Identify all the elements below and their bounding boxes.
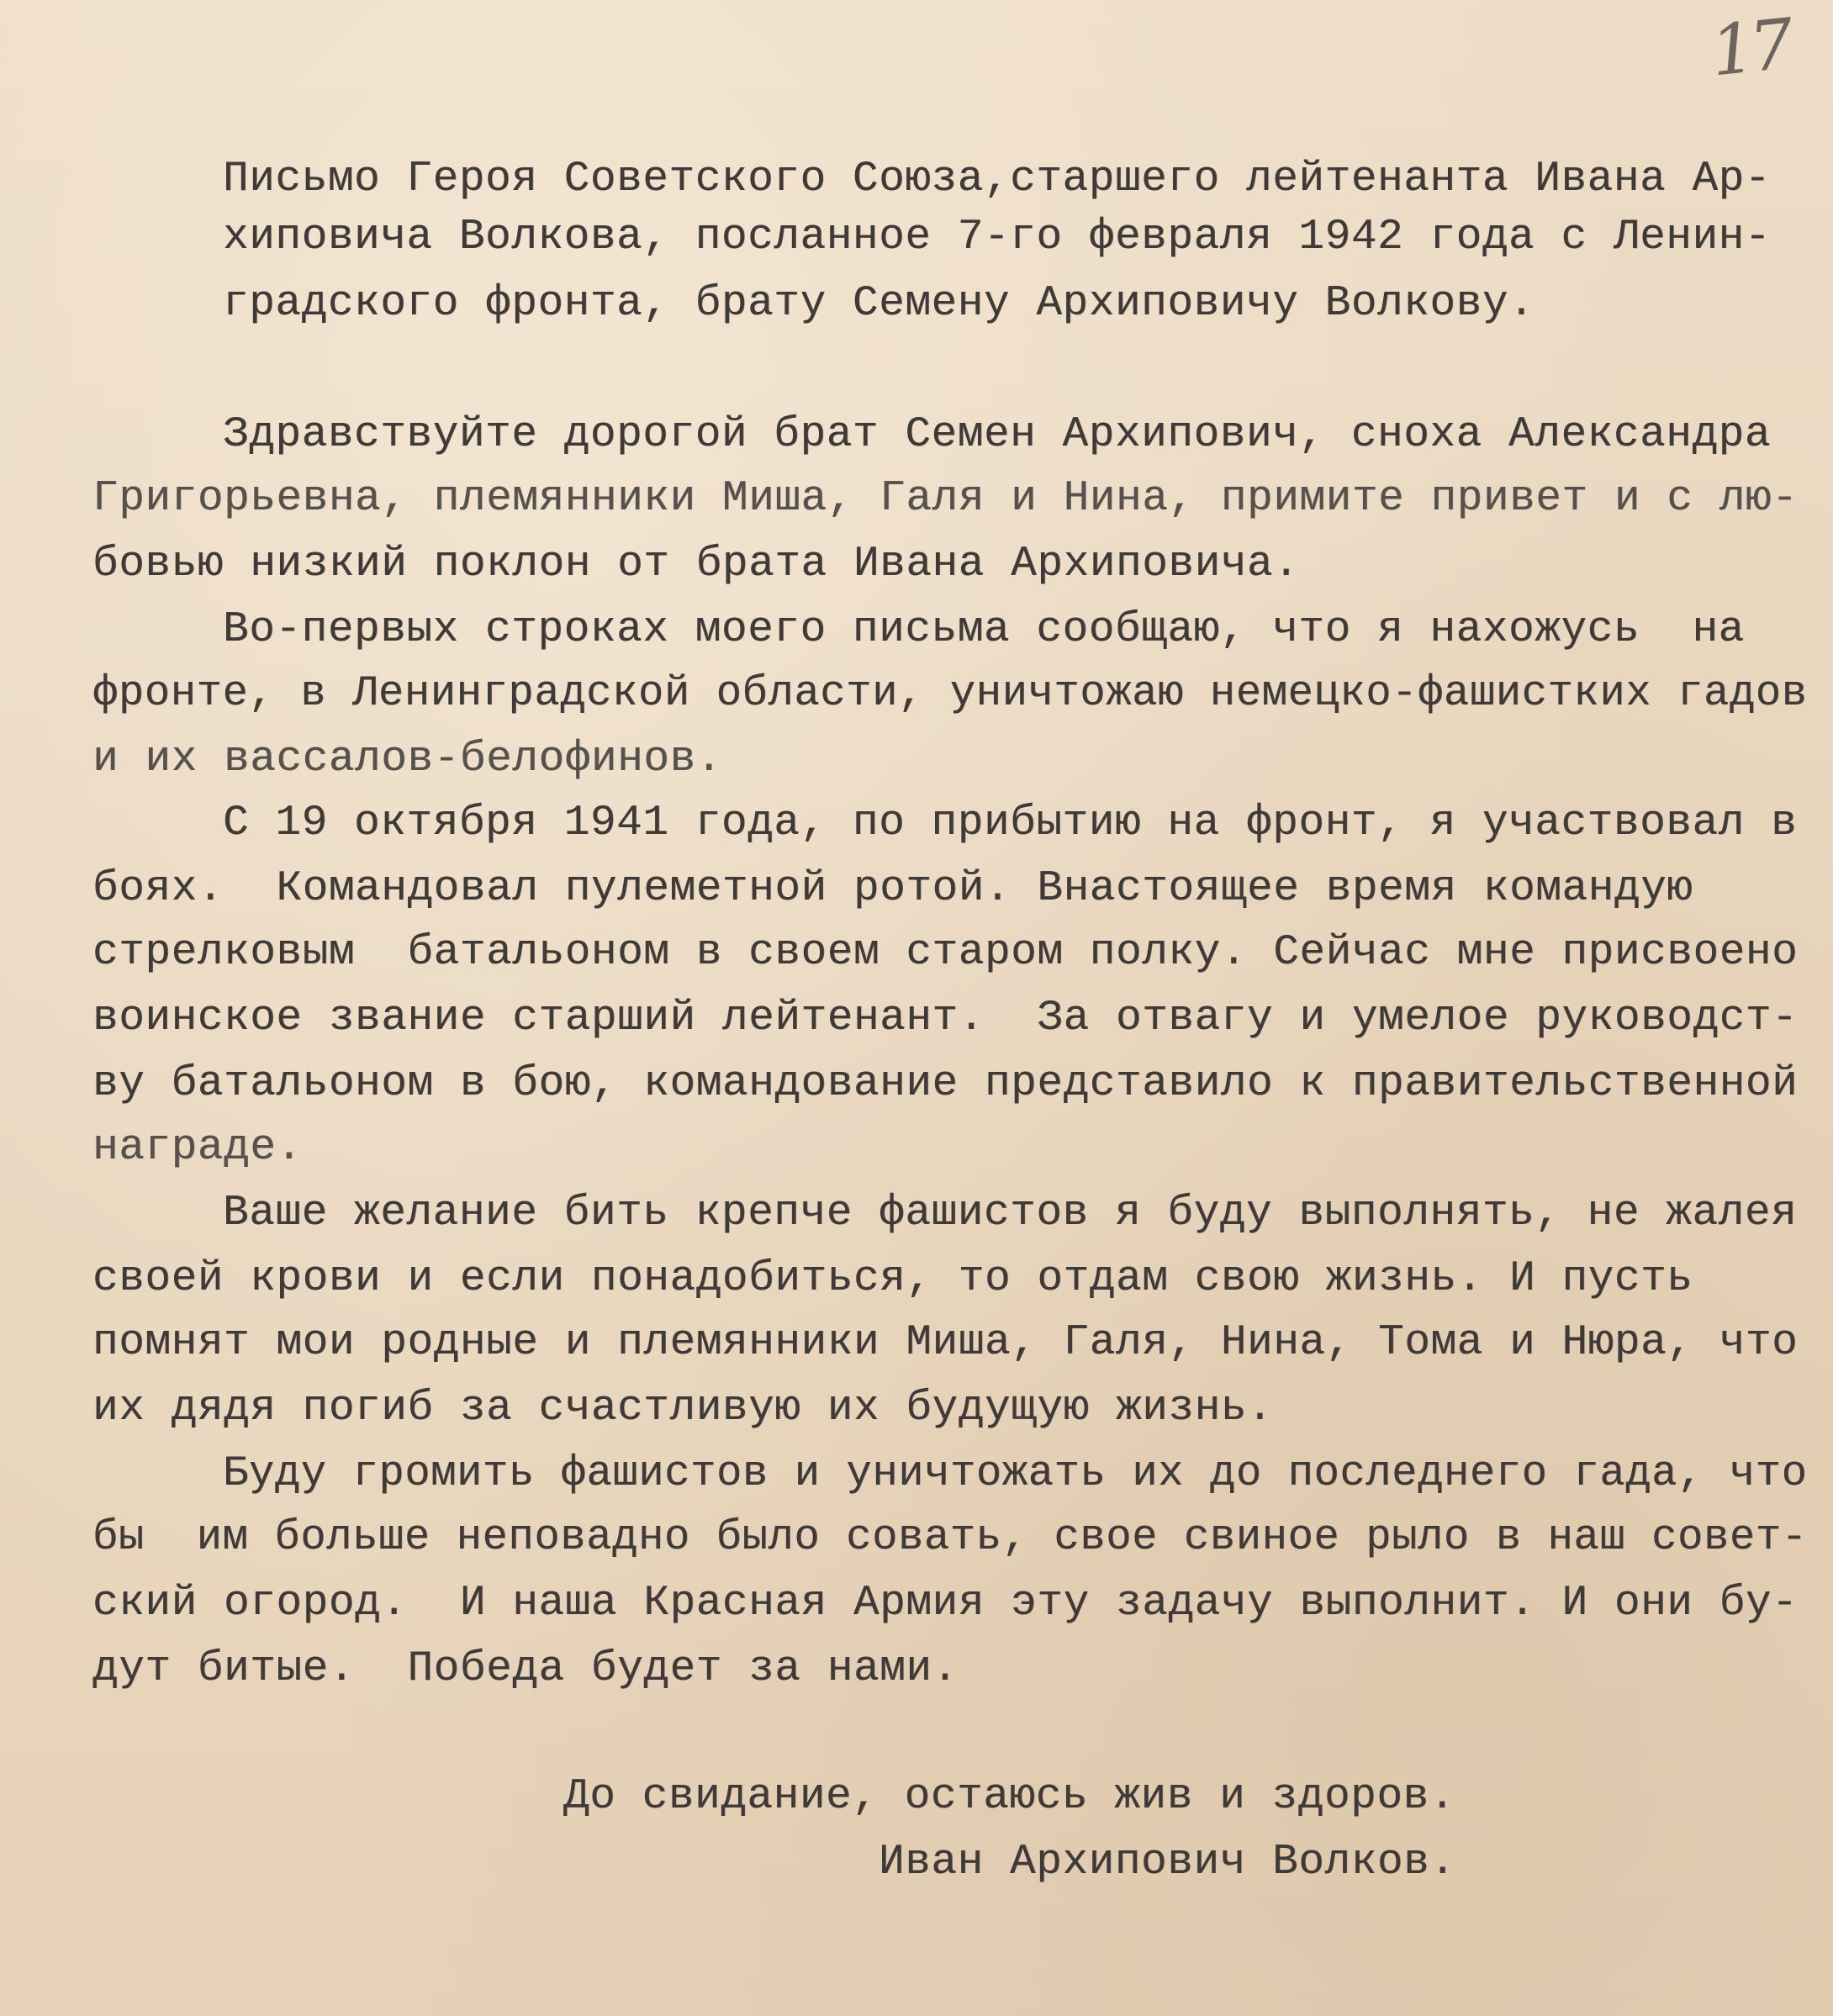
body-line-3: бовью низкий поклон от брата Ивана Архиповича. xyxy=(92,541,1300,588)
body-line-10: воинское звание старший лейтенант. За отвагу и умелое руководст- xyxy=(92,995,1799,1042)
body-line-4: Во-первых строках моего письма сообщаю, что я нахожусь на xyxy=(223,606,1745,654)
body-line-8: боях. Командовал пулеметной ротой. Внастоящее время командую xyxy=(92,865,1693,913)
body-line-15: помнят мои родные и племянники Миша, Галя, Нина, Тома и Нюра, что xyxy=(92,1319,1799,1367)
signature-name: Иван Архипович Волков. xyxy=(879,1839,1456,1887)
body-line-18: бы им больше неповадно было совать, свое свиное рыло в наш совет- xyxy=(92,1514,1808,1562)
body-line-19: ский огород. И наша Красная Армия эту задачу выполнит. И они бу- xyxy=(92,1580,1799,1628)
body-line-20: дут битые. Победа будет за нами. xyxy=(92,1645,959,1693)
body-line-9: стрелковым батальоном в своем старом полку. Сейчас мне присвоено xyxy=(92,929,1799,977)
body-line-13: Ваше желание бить крепче фашистов я буду выполнять, не жалея xyxy=(223,1190,1798,1238)
heading-line-3: градского фронта, брату Семену Архиповичу Волкову. xyxy=(223,280,1535,328)
body-line-12: награде. xyxy=(92,1124,303,1172)
body-line-6: и их вассалов-белофинов. xyxy=(92,736,722,784)
body-line-5: фронте, в Ленинградской области, уничтожаю немецко-фашистких гадов xyxy=(92,670,1808,718)
body-line-7: С 19 октября 1941 года, по прибытию на фронт, я участвовал в xyxy=(223,800,1798,847)
body-line-2: Григорьевна, племянники Миша, Галя и Нина, примите привет и с лю- xyxy=(92,475,1799,523)
body-line-14: своей крови и если понадобиться, то отдам свою жизнь. И пусть xyxy=(92,1255,1693,1303)
body-line-11: ву батальоном в бою, командование представило к правительственной xyxy=(92,1060,1799,1108)
heading-line-2: хиповича Волкова, посланное 7-го февраля 1942 года с Ленин- xyxy=(223,214,1772,261)
closing-line: До свидание, остаюсь жив и здоров. xyxy=(563,1773,1455,1821)
body-line-17: Буду громить фашистов и уничтожать их до последнего гада, что xyxy=(223,1450,1808,1498)
body-line-1: Здравствуйте дорогой брат Семен Архипович, сноха Александра xyxy=(223,411,1772,459)
body-line-16: их дядя погиб за счастливую их будущую жизнь. xyxy=(92,1385,1274,1433)
page-number-handwritten: 17 xyxy=(1707,4,1793,92)
heading-line-1: Письмо Героя Советского Союза,старшего лейтенанта Ивана Ар- xyxy=(223,156,1772,203)
